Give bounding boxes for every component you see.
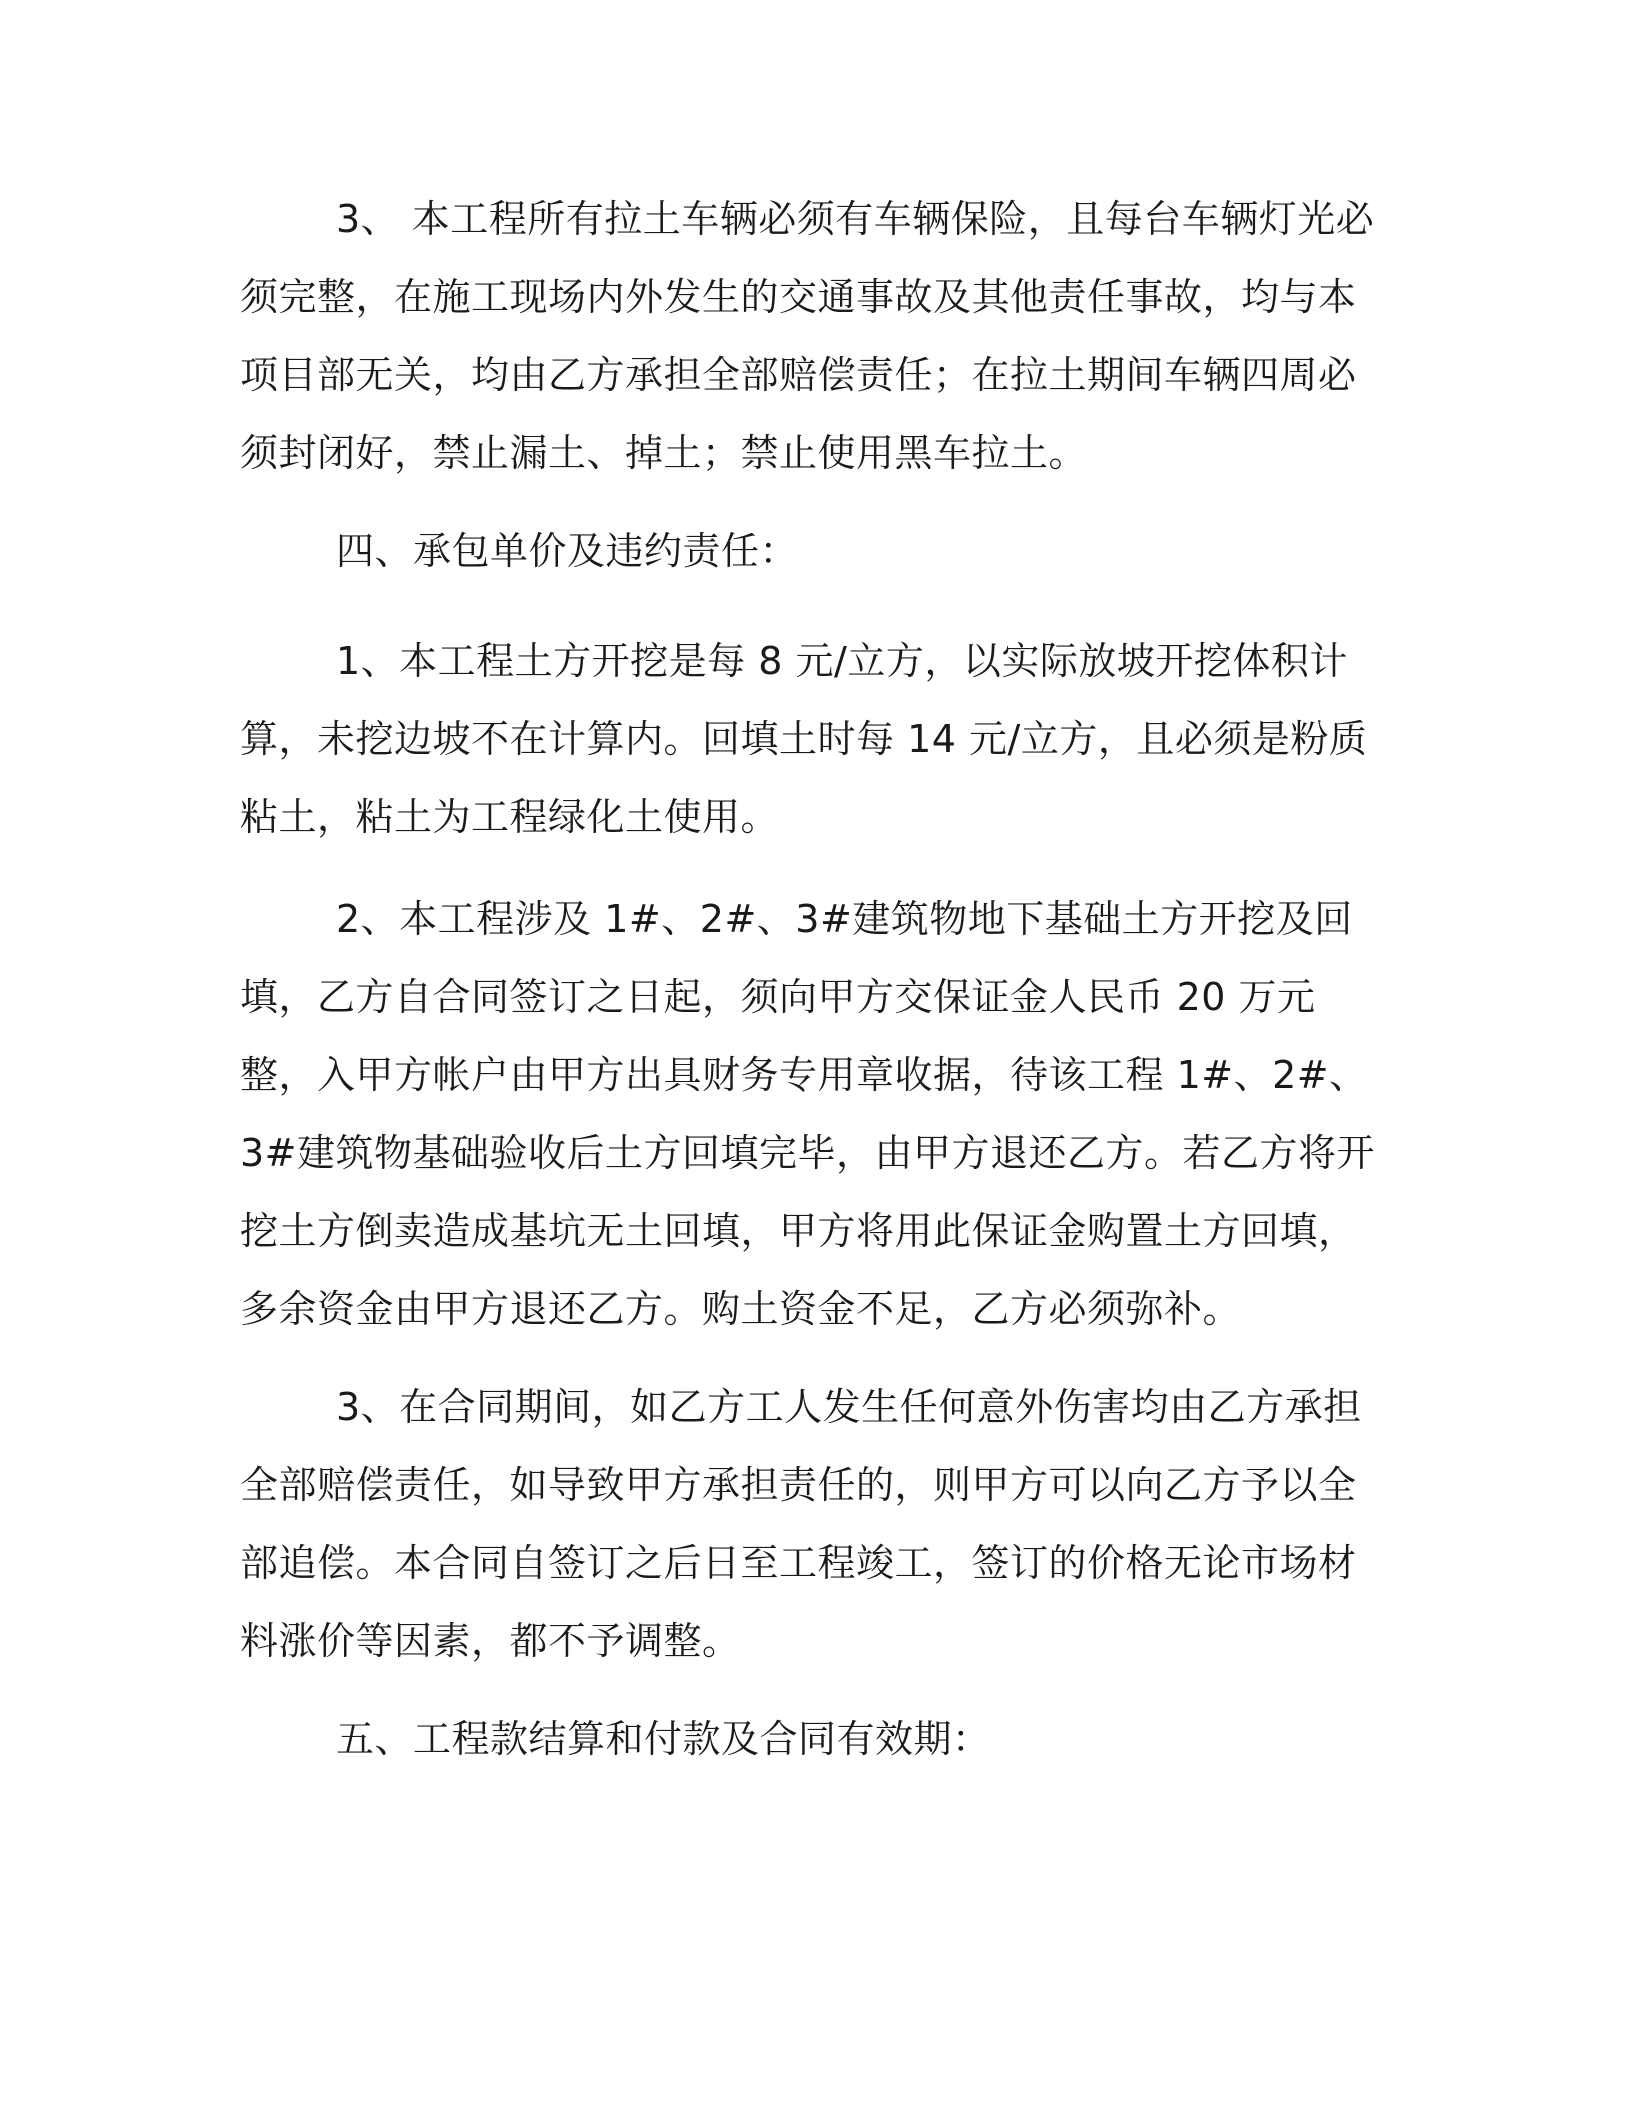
section-heading-unit-price: 四、承包单价及违约责任： [336,529,799,573]
paragraph-liability: 3、在合同期间，如乙方工人发生任何意外伤害均由乙方承担全部赔偿责任，如导致甲方承担责任的，则甲方可以向乙方予以全部追偿。本合同自签订之后日至工程竣工，签订的价格无论市场材料涨价等因素，都不予调整。 [240,1385,1362,1663]
paragraph-excavation-price: 1、本工程土方开挖是每 8 元/立方，以实际放坡开挖体积计算，未挖边坡不在计算内。回填土时每 14 元/立方，且必须是粉质粘土，粘土为工程绿化土使用。 [240,639,1368,839]
paragraph-vehicle-insurance: 3、 本工程所有拉土车辆必须有车辆保险，且每台车辆灯光必须完整，在施工现场内外发生的交通事故及其他责任事故，均与本项目部无关，均由乙方承担全部赔偿责任；在拉土期间车辆四周必须封闭好，禁止漏土、掉土；禁止使用黑车拉土。 [240,197,1375,475]
paragraph-deposit: 2、本工程涉及 1#、2#、3#建筑物地下基础土方开挖及回填，乙方自合同签订之日起，须向甲方交保证金人民币 20 万元整，入甲方帐户由甲方出具财务专用章收据，待该工程 1#、2#、3#建筑物基础验收后土方回填完毕，由甲方退还乙方。若乙方将开挖土方倒卖造成基坑无土回填，甲方将用此保证金购置土方回填，多余资金由甲方退还乙方。购土资金不足，乙方必须弥补。 [240,897,1376,1331]
section-heading-settlement: 五、工程款结算和付款及合同有效期： [336,1717,991,1761]
